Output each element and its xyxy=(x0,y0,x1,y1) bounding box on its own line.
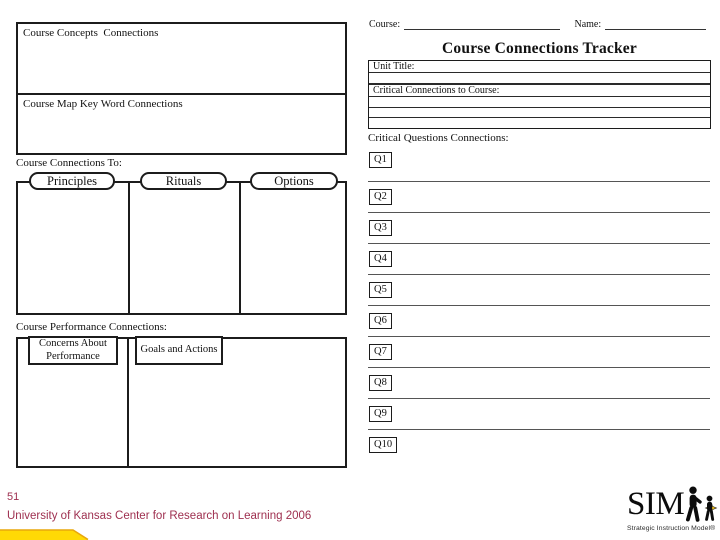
question-row xyxy=(368,336,710,367)
critical-questions-list xyxy=(368,147,710,460)
question-row xyxy=(368,305,710,336)
page-number: 51 xyxy=(7,491,20,503)
question-box: Q7 xyxy=(369,344,392,360)
name-label: Name: xyxy=(574,19,602,30)
course-label: Course: xyxy=(369,19,401,30)
question-box: Q2 xyxy=(369,189,392,205)
question-box: Q5 xyxy=(369,282,392,298)
question-box: Q10 xyxy=(369,437,397,453)
course-map-keyword-label: Course Map Key Word Connections xyxy=(23,98,183,110)
course-map-keyword-box xyxy=(16,95,347,155)
question-row xyxy=(368,147,710,181)
principles-column xyxy=(18,183,130,313)
question-box: Q6 xyxy=(369,313,392,329)
name-write-line xyxy=(605,18,706,30)
course-performance-label: Course Performance Connections: xyxy=(16,321,167,333)
course-name-header xyxy=(369,17,706,30)
principles-oval: Principles xyxy=(29,172,115,190)
rituals-column xyxy=(130,183,241,313)
adult-child-walking-icon xyxy=(681,486,719,524)
course-concepts-box xyxy=(16,22,347,95)
sim-logo xyxy=(627,486,720,538)
sim-wordmark: SIM xyxy=(627,486,685,522)
course-write-line xyxy=(404,18,560,30)
question-row xyxy=(368,274,710,305)
question-box: Q8 xyxy=(369,375,392,391)
question-row xyxy=(368,429,710,460)
question-row xyxy=(368,398,710,429)
options-column xyxy=(241,183,345,313)
question-row xyxy=(368,367,710,398)
question-box: Q4 xyxy=(369,251,392,267)
yellow-ribbon-decoration xyxy=(0,529,90,540)
blank-row xyxy=(369,108,710,119)
unit-title-blank-row xyxy=(369,73,710,85)
critical-questions-label: Critical Questions Connections: xyxy=(368,132,509,144)
question-row xyxy=(368,181,710,212)
blank-row xyxy=(369,97,710,108)
rituals-oval: Rituals xyxy=(140,172,227,190)
course-connections-table xyxy=(16,181,347,315)
copyright-text: University of Kansas Center for Research on Learning 2006 xyxy=(7,510,312,522)
question-box: Q1 xyxy=(369,152,392,168)
question-row xyxy=(368,212,710,243)
question-box: Q9 xyxy=(369,406,392,422)
course-concepts-label: Course Concepts Connections xyxy=(23,27,159,39)
course-connections-to-label: Course Connections To: xyxy=(16,157,122,169)
question-row xyxy=(368,243,710,274)
page-title: Course Connections Tracker xyxy=(442,40,637,57)
goals-and-actions-tag: Goals and Actions xyxy=(135,336,223,365)
sim-tagline: Strategic Instruction Model® xyxy=(627,525,716,532)
options-oval: Options xyxy=(250,172,338,190)
blank-row xyxy=(369,118,710,128)
concerns-about-performance-tag: Concerns About Performance xyxy=(28,336,118,365)
unit-title-row: Unit Title: xyxy=(369,61,710,73)
question-box: Q3 xyxy=(369,220,392,236)
unit-title-box xyxy=(368,60,711,129)
critical-connections-row: Critical Connections to Course: xyxy=(369,85,710,97)
